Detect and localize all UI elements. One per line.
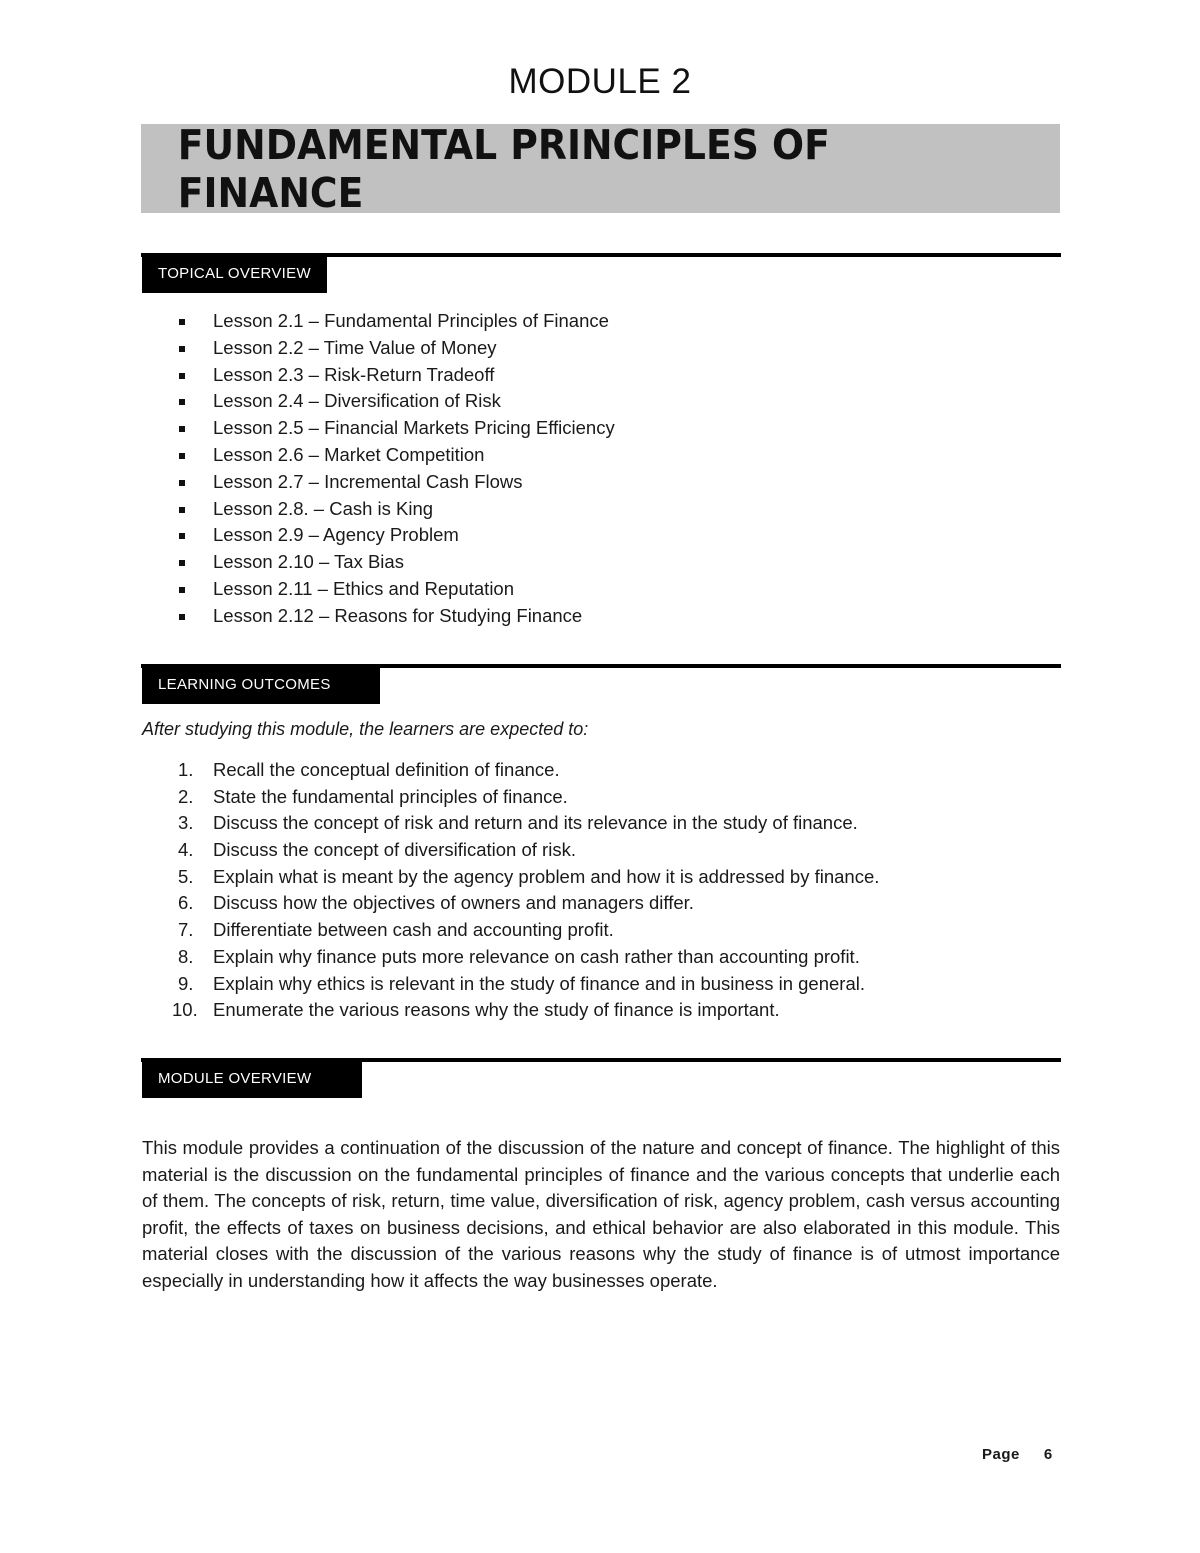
outcome-list xyxy=(172,757,879,1024)
page-number-value: 6 xyxy=(1043,1446,1053,1463)
outcome-number: 2. xyxy=(178,785,194,807)
page-number xyxy=(982,1446,1053,1463)
lesson-item xyxy=(178,549,615,576)
outcome-number: 6. xyxy=(178,892,194,914)
lesson-item xyxy=(178,469,615,496)
outcome-text: Discuss how the objectives of owners and managers differ. xyxy=(213,892,694,914)
outcome-item xyxy=(172,864,879,891)
bullet-icon xyxy=(179,560,185,566)
outcome-number: 8. xyxy=(178,945,194,967)
lesson-label: Lesson 2.12 – Reasons for Studying Finance xyxy=(213,604,583,626)
outcome-text: Explain what is meant by the agency problem and how it is addressed by finance. xyxy=(213,865,880,887)
lesson-label: Lesson 2.11 – Ethics and Reputation xyxy=(213,577,515,599)
lesson-item xyxy=(178,362,615,389)
bullet-icon xyxy=(179,480,185,486)
lesson-label: Lesson 2.6 – Market Competition xyxy=(213,443,485,465)
outcome-number: 10. xyxy=(172,999,198,1021)
outcome-text: Recall the conceptual definition of finance. xyxy=(213,759,560,780)
bullet-icon xyxy=(179,346,185,352)
outcome-number: 7. xyxy=(178,919,194,941)
lesson-item xyxy=(178,576,615,603)
lesson-list xyxy=(178,308,615,630)
lesson-item xyxy=(178,335,615,362)
section-tag: LEARNING OUTCOMES xyxy=(142,664,380,704)
bullet-icon xyxy=(179,507,185,513)
outcome-number: 4. xyxy=(178,839,194,861)
outcome-number: 9. xyxy=(178,972,194,994)
lesson-label: Lesson 2.1 – Fundamental Principles of Finance xyxy=(213,310,609,331)
lesson-item xyxy=(178,496,615,523)
outcome-text: Enumerate the various reasons why the study of finance is important. xyxy=(213,999,780,1021)
outcome-number: 3. xyxy=(178,812,194,834)
lesson-label: Lesson 2.4 – Diversification of Risk xyxy=(213,390,501,412)
lesson-item xyxy=(178,308,615,335)
bullet-icon xyxy=(179,587,185,593)
outcome-item xyxy=(172,890,879,917)
outcome-text: Explain why ethics is relevant in the study of finance and in business in general. xyxy=(213,972,865,994)
lesson-item xyxy=(178,388,615,415)
lesson-item xyxy=(178,442,615,469)
lesson-label: Lesson 2.9 – Agency Problem xyxy=(213,524,459,546)
lesson-item xyxy=(178,522,615,549)
outcome-item xyxy=(172,997,879,1024)
title-banner xyxy=(141,120,1060,217)
bullet-icon xyxy=(179,533,185,539)
outcome-item xyxy=(172,917,879,944)
section-tag: TOPICAL OVERVIEW xyxy=(142,253,327,293)
lesson-item xyxy=(178,415,615,442)
lesson-label: Lesson 2.5 – Financial Markets Pricing Efficiency xyxy=(213,417,615,439)
outcomes-intro: After studying this module, the learners are expected to: xyxy=(142,719,589,739)
outcome-item xyxy=(172,810,879,837)
outcome-item xyxy=(172,971,879,998)
bullet-icon xyxy=(179,426,185,432)
outcome-text: Discuss the concept of diversification of risk. xyxy=(213,839,576,861)
bullet-icon xyxy=(179,319,185,325)
bullet-icon xyxy=(179,373,185,379)
outcome-item xyxy=(172,944,879,971)
bullet-icon xyxy=(179,453,185,459)
lesson-label: Lesson 2.2 – Time Value of Money xyxy=(213,336,497,358)
module-overview-text: This module provides a continuation of the discussion of the nature and concept of finance. The highlight of this material is the discussion on the fundamental principles of finance and the various concepts that underlie each of them. The concepts of risk, return, time value, diversification of risk, agency problem, cash versus accounting profit, the effects of taxes on business decisions, and ethical behavior are also elaborated in this module. This material closes with the discussion of the various reasons why the study of finance is of utmost importance especially in understanding how it affects the way businesses operate. xyxy=(142,1137,1060,1291)
lesson-label: Lesson 2.3 – Risk-Return Tradeoff xyxy=(213,363,495,385)
module-label: MODULE 2 xyxy=(508,62,692,101)
lesson-label: Lesson 2.8. – Cash is King xyxy=(213,497,434,519)
bullet-icon xyxy=(179,614,185,620)
outcome-number: 1. xyxy=(178,759,194,780)
lesson-label: Lesson 2.10 – Tax Bias xyxy=(213,551,404,573)
lesson-label: Lesson 2.7 – Incremental Cash Flows xyxy=(213,470,523,492)
outcome-text: Explain why finance puts more relevance on cash rather than accounting profit. xyxy=(213,945,860,967)
outcome-text: Discuss the concept of risk and return and its relevance in the study of finance. xyxy=(213,812,858,834)
page-label: Page xyxy=(982,1446,1020,1463)
bullet-icon xyxy=(179,399,185,405)
outcome-item xyxy=(172,757,879,784)
outcome-text: Differentiate between cash and accounting profit. xyxy=(213,919,614,941)
page-title: FUNDAMENTAL PRINCIPLES OF FINANCE xyxy=(177,120,830,217)
outcome-number: 5. xyxy=(178,865,194,887)
outcome-text: State the fundamental principles of finance. xyxy=(213,785,568,807)
section-tag: MODULE OVERVIEW xyxy=(142,1058,362,1098)
lesson-item xyxy=(178,603,615,630)
outcome-item xyxy=(172,784,879,811)
outcome-item xyxy=(172,837,879,864)
